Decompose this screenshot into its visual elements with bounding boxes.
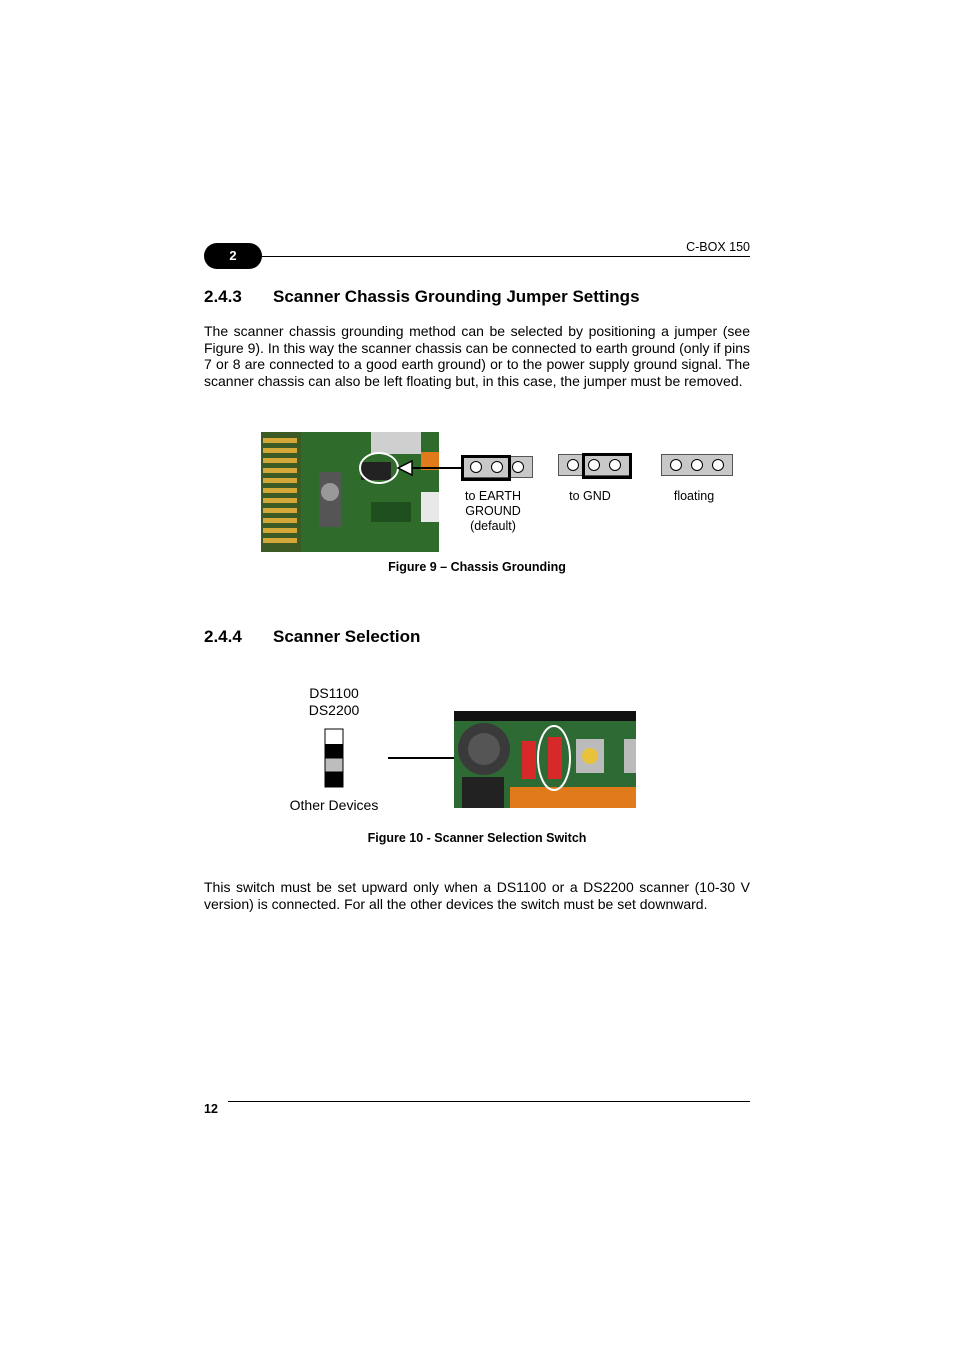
footer-rule: [228, 1101, 750, 1102]
pin-icon: [491, 461, 503, 473]
pin-icon: [670, 459, 682, 471]
section-number: 2.4.4: [204, 627, 242, 646]
grounding-paragraph: The scanner chassis grounding method can be selected by positioning a jumper (see Figure 9). In this way the scanner chassis can be connected to earth ground (only if pins 7 or 8 are connected to a good earth ground) or to the power supply ground signal. The scanner chassis can also be left floating but, in this case, the jumper must be removed.: [204, 323, 750, 389]
jumper-cap: [461, 455, 511, 481]
page-number: 12: [204, 1102, 218, 1116]
label-line: GROUND: [465, 504, 521, 518]
product-title: C-BOX 150: [686, 240, 750, 254]
figure-10-caption: Figure 10 - Scanner Selection Switch: [367, 831, 587, 845]
pin-icon: [567, 459, 579, 471]
pin-icon: [609, 459, 621, 471]
label-floating: floating: [673, 489, 715, 503]
section-heading-2-4-3: [204, 287, 640, 307]
jumper-gnd-diagram: [558, 454, 630, 476]
label-line: DS2200: [308, 702, 360, 718]
pin-icon: [691, 459, 703, 471]
jumper-earth-diagram: [461, 456, 533, 478]
label-to-gnd: to GND: [569, 489, 611, 503]
section-title: Scanner Selection: [273, 627, 421, 646]
label-earth-ground: [454, 489, 532, 534]
arrow-icon: [396, 458, 466, 478]
switch-label-bottom: Other Devices: [289, 797, 379, 813]
pin-icon: [712, 459, 724, 471]
section-heading-2-4-4: [204, 627, 420, 647]
jumper-floating-diagram: [661, 454, 733, 476]
label-line: to EARTH: [464, 489, 522, 503]
pin-icon: [588, 459, 600, 471]
board-photo-grounding: [261, 432, 439, 552]
chapter-badge: 2: [204, 243, 262, 269]
pin-icon: [470, 461, 482, 473]
dip-switch-icon: [324, 728, 344, 788]
switch-label-top: [284, 685, 384, 719]
section-title: Scanner Chassis Grounding Jumper Settings: [273, 287, 640, 306]
scanner-selection-paragraph: This switch must be set upward only when a DS1100 or a DS2200 scanner (10-30 V version) is connected. For all the other devices the switch must be set downward.: [204, 879, 750, 912]
board-photo-illustration: [454, 711, 636, 808]
label-line: (default): [470, 519, 516, 533]
pin-icon: [512, 461, 524, 473]
section-number: 2.4.3: [204, 287, 242, 306]
figure-9-caption: Figure 9 – Chassis Grounding: [388, 560, 566, 574]
board-photo-illustration: [261, 432, 439, 552]
label-line: DS1100: [309, 685, 359, 701]
board-photo-selection: [454, 711, 636, 808]
header-rule: [262, 256, 750, 257]
